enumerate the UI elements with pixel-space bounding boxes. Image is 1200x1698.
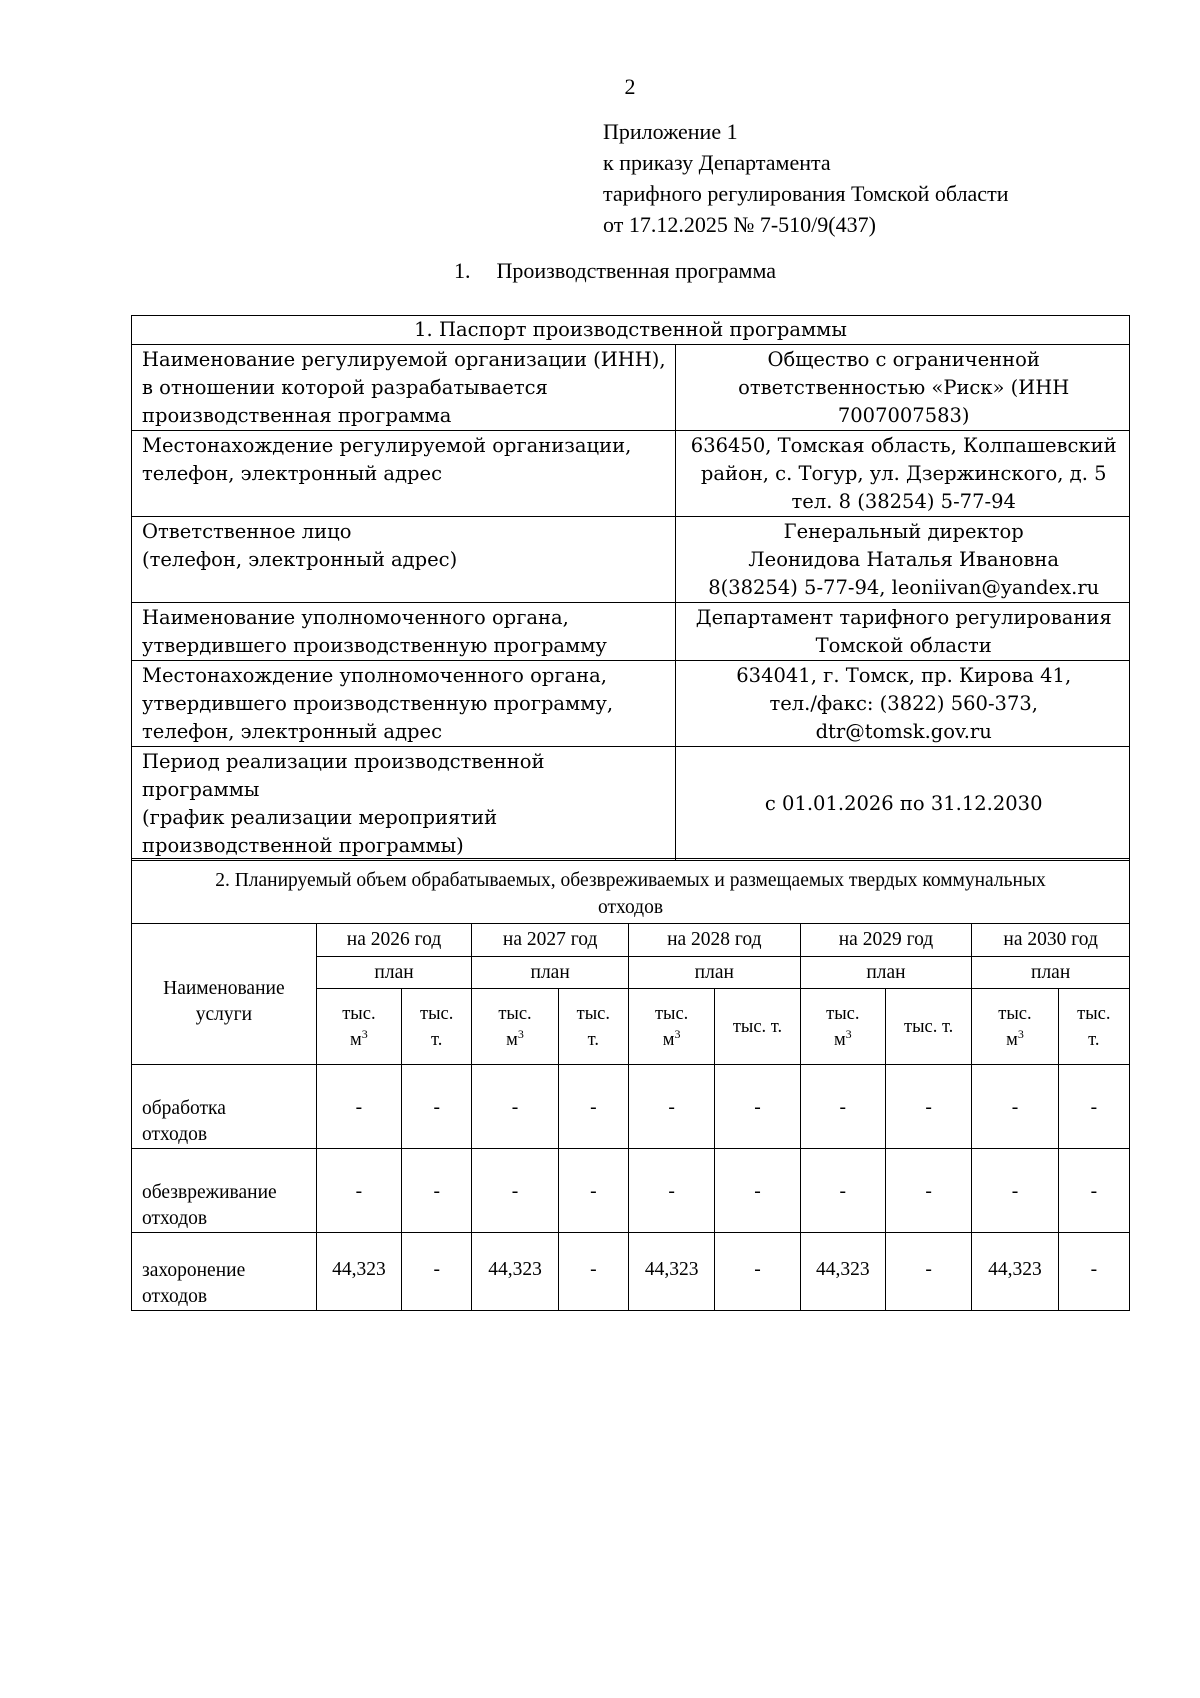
passport-label bbox=[132, 345, 676, 431]
table-row bbox=[132, 431, 1130, 517]
plan-label: план bbox=[316, 957, 472, 989]
plan-label: план bbox=[800, 957, 972, 989]
table-row bbox=[132, 517, 1130, 603]
table-row bbox=[132, 603, 1130, 661]
service-label: захоронение отходов bbox=[132, 1233, 317, 1311]
value-line: 636450, Томская область, Колпашевский bbox=[690, 434, 1117, 457]
table-cell: - bbox=[715, 1065, 800, 1149]
value-line: 7007007583) bbox=[837, 404, 970, 427]
service-label: обработка отходов bbox=[132, 1065, 317, 1149]
table-row bbox=[132, 1065, 1130, 1149]
passport-value bbox=[676, 661, 1130, 747]
table-cell: - bbox=[558, 1149, 628, 1233]
value-line: район, с. Тогур, ул. Дзержинского, д. 5 bbox=[700, 462, 1107, 485]
label-line: Местонахождение уполномоченного органа, bbox=[142, 664, 607, 687]
value-line: Общество с ограниченной bbox=[767, 348, 1040, 371]
passport-table bbox=[131, 315, 1130, 861]
unit-header: тыс. т. bbox=[1058, 989, 1129, 1065]
passport-label bbox=[132, 431, 676, 517]
value-line: тел./факс: (3822) 560-373, bbox=[769, 692, 1038, 715]
unit-header: тыс. $м^3$ bbox=[472, 989, 558, 1065]
year-header: на 2030 год bbox=[972, 924, 1130, 957]
year-header: на 2027 год bbox=[472, 924, 629, 957]
passport-value bbox=[676, 345, 1130, 431]
label-line: телефон, электронный адрес bbox=[142, 462, 442, 485]
service-header-line: Наименование bbox=[163, 978, 285, 999]
label-line: утвердившего производственную программу bbox=[142, 634, 607, 657]
table-cell: - bbox=[715, 1233, 800, 1311]
unit-header: тыс. т. bbox=[558, 989, 628, 1065]
volume-title-line: 2. Планируемый объем обрабатываемых, обезвреживаемых и размещаемых твердых коммунальных bbox=[215, 870, 1046, 891]
section-title bbox=[0, 258, 1200, 284]
table-cell: - bbox=[558, 1065, 628, 1149]
service-header bbox=[132, 924, 317, 1065]
table-cell: 44,323 bbox=[316, 1233, 401, 1311]
table-row bbox=[132, 345, 1130, 431]
unit-header: тыс. т. bbox=[715, 989, 800, 1065]
volume-title bbox=[132, 859, 1130, 924]
passport-header: 1. Паспорт производственной программы bbox=[132, 316, 1130, 345]
value-line: dtr@tomsk.gov.ru bbox=[815, 720, 992, 743]
passport-label bbox=[132, 603, 676, 661]
table-cell: - bbox=[472, 1065, 558, 1149]
table-row bbox=[132, 661, 1130, 747]
service-label: обезвреживание отходов bbox=[132, 1149, 317, 1233]
table-cell: 44,323 bbox=[800, 1233, 885, 1311]
value-line: Генеральный директор bbox=[783, 520, 1024, 543]
label-line: Ответственное лицо bbox=[142, 520, 352, 543]
passport-label bbox=[132, 517, 676, 603]
label-line: Период реализации производственной программы bbox=[142, 750, 545, 801]
unit-header: тыс. $м^3$ bbox=[316, 989, 401, 1065]
table-cell: - bbox=[885, 1149, 971, 1233]
label-line: утвердившего производственную программу, bbox=[142, 692, 614, 715]
table-cell: - bbox=[316, 1149, 401, 1233]
appendix-line: к приказу Департамента bbox=[603, 150, 831, 175]
table-cell: - bbox=[1058, 1149, 1129, 1233]
passport-value bbox=[676, 431, 1130, 517]
volume-table bbox=[131, 858, 1130, 1311]
table-cell: 44,323 bbox=[972, 1233, 1058, 1311]
unit-header: тыс. т. bbox=[402, 989, 472, 1065]
label-line: Наименование уполномоченного органа, bbox=[142, 606, 569, 629]
label-line: Местонахождение регулируемой организации, bbox=[142, 434, 632, 457]
table-cell: - bbox=[972, 1149, 1058, 1233]
table-row bbox=[132, 1233, 1130, 1311]
appendix-line: от 17.12.2025 № 7-510/9(437) bbox=[603, 212, 876, 237]
table-cell: - bbox=[885, 1065, 971, 1149]
table-cell: - bbox=[1058, 1233, 1129, 1311]
unit-header: тыс. т. bbox=[885, 989, 971, 1065]
volume-title-line: отходов bbox=[597, 897, 664, 918]
passport-value bbox=[676, 603, 1130, 661]
label-line: в отношении которой разрабатывается bbox=[142, 376, 548, 399]
appendix-line: тарифного регулирования Томской области bbox=[603, 181, 1009, 206]
table-cell: - bbox=[402, 1149, 472, 1233]
value-line: Леонидова Наталья Ивановна bbox=[748, 548, 1059, 571]
table-cell: - bbox=[628, 1149, 714, 1233]
value-line: 634041, г. Томск, пр. Кирова 41, bbox=[736, 664, 1072, 687]
plan-label: план bbox=[472, 957, 629, 989]
table-cell: - bbox=[1058, 1065, 1129, 1149]
value-line: ответственностью «Риск» (ИНН bbox=[738, 376, 1070, 399]
passport-label bbox=[132, 747, 676, 861]
label-line: производственная программа bbox=[142, 404, 452, 427]
section-title-text: Производственная программа bbox=[496, 258, 776, 283]
unit-header: тыс. $м^3$ bbox=[628, 989, 714, 1065]
table-cell: 44,323 bbox=[472, 1233, 558, 1311]
table-cell: - bbox=[402, 1233, 472, 1311]
table-cell: - bbox=[316, 1065, 401, 1149]
unit-header: тыс. $м^3$ bbox=[972, 989, 1058, 1065]
value-line: тел. 8 (38254) 5-77-94 bbox=[791, 490, 1016, 513]
passport-label bbox=[132, 661, 676, 747]
label-line: телефон, электронный адрес bbox=[142, 720, 442, 743]
table-cell: - bbox=[472, 1149, 558, 1233]
plan-label: план bbox=[972, 957, 1130, 989]
table-cell: 44,323 bbox=[628, 1233, 714, 1311]
value-line: с 01.01.2026 по 31.12.2030 bbox=[764, 792, 1043, 815]
table-cell: - bbox=[972, 1065, 1058, 1149]
table-cell: - bbox=[885, 1233, 971, 1311]
table-cell: - bbox=[628, 1065, 714, 1149]
page-number: 2 bbox=[624, 74, 636, 99]
table-cell: - bbox=[800, 1065, 885, 1149]
service-header-line: услуги bbox=[195, 1004, 253, 1025]
section-number: 1. bbox=[453, 258, 471, 283]
label-line: Наименование регулируемой организации (ИНН), bbox=[142, 348, 666, 371]
year-header: на 2028 год bbox=[628, 924, 800, 957]
passport-value bbox=[676, 517, 1130, 603]
table-row bbox=[132, 747, 1130, 861]
value-line: 8(38254) 5-77-94, leoniivan@yandex.ru bbox=[708, 576, 1100, 599]
unit-header: тыс. $м^3$ bbox=[800, 989, 885, 1065]
table-cell: - bbox=[558, 1233, 628, 1311]
passport-value bbox=[676, 747, 1130, 861]
year-header: на 2026 год bbox=[316, 924, 472, 957]
table-cell: - bbox=[715, 1149, 800, 1233]
year-header: на 2029 год bbox=[800, 924, 972, 957]
value-line: Департамент тарифного регулирования bbox=[695, 606, 1112, 629]
table-cell: - bbox=[800, 1149, 885, 1233]
table-cell: - bbox=[402, 1065, 472, 1149]
appendix-block bbox=[603, 116, 1008, 240]
label-line: производственной программы) bbox=[142, 834, 464, 857]
appendix-line: Приложение 1 bbox=[603, 119, 738, 144]
plan-label: план bbox=[628, 957, 800, 989]
label-line: (график реализации мероприятий bbox=[142, 806, 498, 829]
value-line: Томской области bbox=[815, 634, 992, 657]
label-line: (телефон, электронный адрес) bbox=[142, 548, 458, 571]
table-row bbox=[132, 1149, 1130, 1233]
